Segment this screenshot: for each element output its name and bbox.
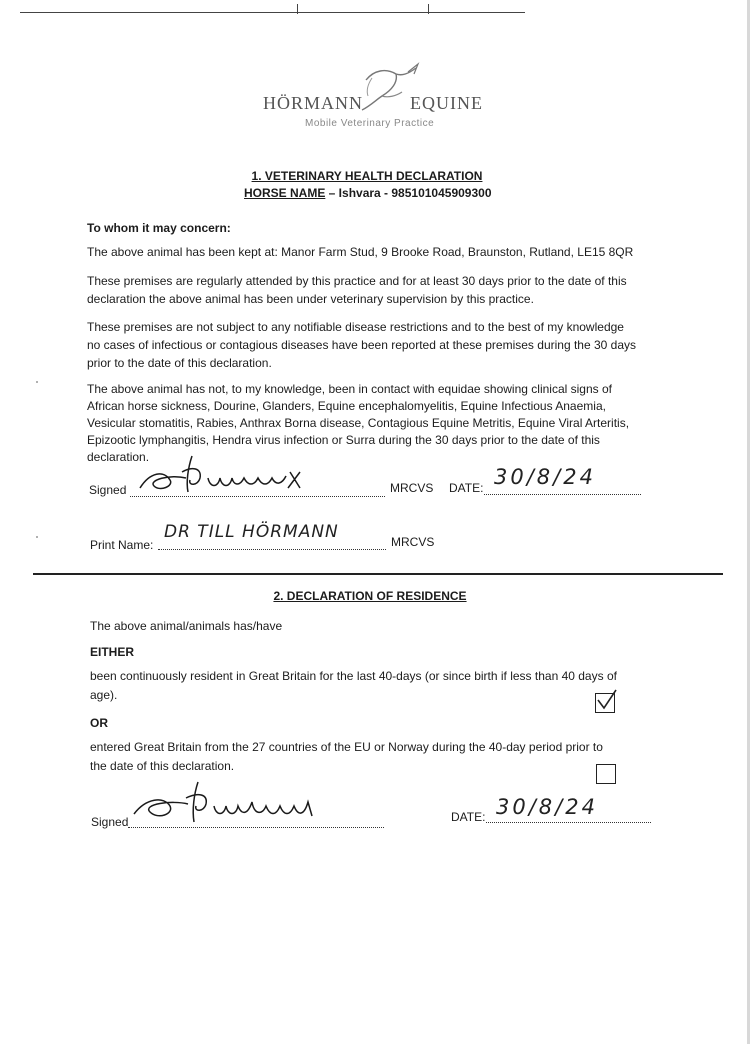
print-name-value: DR TILL HÖRMANN [164,522,339,542]
option2-checkbox[interactable] [596,764,616,784]
date-label: DATE: [449,481,484,495]
print-mrcvs-label: MRCVS [391,535,435,549]
para3-line: declaration. [87,450,150,464]
signed-label-2: Signed [91,815,129,829]
section2-title: 2. DECLARATION OF RESIDENCE [273,589,467,603]
signed-label: Signed [89,483,127,497]
date-label-2: DATE: [451,810,486,824]
signature-2 [128,780,328,826]
tagline: Mobile Veterinary Practice [305,118,435,129]
horse-name-value: – Ishvara - 985101045909300 [325,186,492,200]
kept-at-text: The above animal has been kept at: Manor Farm Stud, 9 Brooke Road, Braunston, Rutland, LE15 8QR [87,245,634,259]
mrcvs-label: MRCVS [390,481,434,495]
para2-line: prior to the date of this declaration. [87,356,272,370]
print-name-label: Print Name: [90,538,154,552]
scan-speck [36,536,38,538]
option1-checkbox[interactable] [595,693,615,713]
scan-edge-line [20,12,525,13]
date-value: 30/8/24 [494,465,596,489]
section2-intro: The above animal/animals has/have [90,619,283,633]
option1-line: age). [90,688,118,702]
section1-title: 1. VETERINARY HEALTH DECLARATION [251,169,483,183]
option2-line: the date of this declaration. [90,759,235,773]
para3-line: Epizootic lymphangitis, Hendra virus infection or Surra during the 30 days prior to the date of this [87,433,600,447]
para3-line: Vesicular stomatitis, Rabies, Anthrax Borna disease, Contagious Equine Metritis, Equine Viral Arteritis, [87,416,630,430]
scan-tick [428,4,429,14]
para3-line: African horse sickness, Dourine, Glanders, Equine encephalomyelitis, Equine Infectious Anaemia, [87,399,606,413]
option2-line: entered Great Britain from the 27 countries of the EU or Norway during the 40-day period prior to [90,740,603,754]
brand-left: HÖRMANN [263,93,364,113]
date-value-2: 30/8/24 [496,795,598,819]
horse-name-line [244,184,492,202]
brand-right: EQUINE [410,93,483,113]
para3-line: The above animal has not, to my knowledge, been in contact with equidae showing clinical signs of [87,382,612,396]
para2-line: no cases of infectious or contagious diseases have been reported at these premises during the 30 days [87,338,637,352]
signature-1 [130,452,320,498]
para1-line: These premises are regularly attended by this practice and for at least 30 days prior to the date of this [87,274,627,288]
section-divider [33,573,723,575]
scan-tick [297,4,298,14]
para2-line: These premises are not subject to any notifiable disease restrictions and to the best of my knowledge [87,320,624,334]
greeting: To whom it may concern: [87,221,231,235]
either-label: EITHER [90,645,135,659]
horse-name-label: HORSE NAME [244,186,326,200]
or-label: OR [90,716,108,730]
scan-speck [36,381,38,383]
option1-line: been continuously resident in Great Britain for the last 40-days (or since birth if less than 40 days of [90,669,617,683]
para1-line: declaration the above animal has been under veterinary supervision by this practice. [87,292,534,306]
checkmark-icon [594,688,618,712]
